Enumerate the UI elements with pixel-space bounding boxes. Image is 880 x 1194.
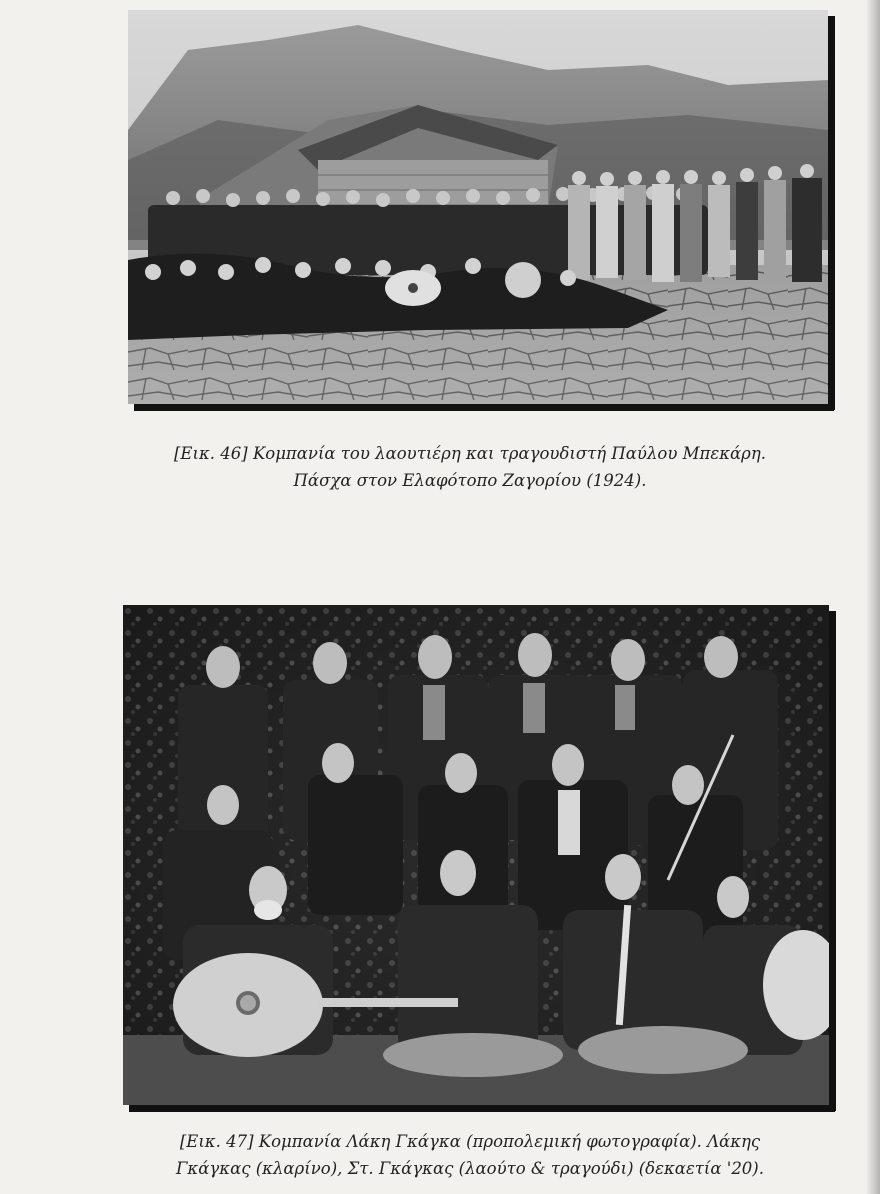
photo-shadow [828, 16, 835, 410]
photo-image [123, 605, 829, 1105]
figure-46-caption [60, 440, 880, 494]
figure-46-photo [128, 10, 828, 404]
photo-shadow [829, 611, 836, 1111]
photo-47-illustration [123, 605, 829, 1105]
caption-line: [Εικ. 46] Κομπανία του λαουτιέρη και τραγουδιστή Παύλου Μπεκάρη. [174, 444, 766, 463]
photo-shadow [129, 1105, 835, 1112]
photo-image [128, 10, 828, 404]
photo-shadow [134, 404, 834, 411]
caption-line: Γκάγκας (κλαρίνο), Στ. Γκάγκας (λαούτο & τραγούδι) (δεκαετία '20). [175, 1159, 764, 1178]
photo-46-illustration [128, 10, 828, 404]
figure-47-caption [60, 1128, 880, 1182]
figure-47-photo [123, 605, 829, 1105]
caption-line: Πάσχα στον Ελαφότοπο Ζαγορίου (1924). [293, 471, 647, 490]
caption-line: [Εικ. 47] Κομπανία Λάκη Γκάγκα (προπολεμική φωτογραφία). Λάκης [179, 1132, 761, 1151]
page-edge-shadow [866, 0, 880, 1194]
